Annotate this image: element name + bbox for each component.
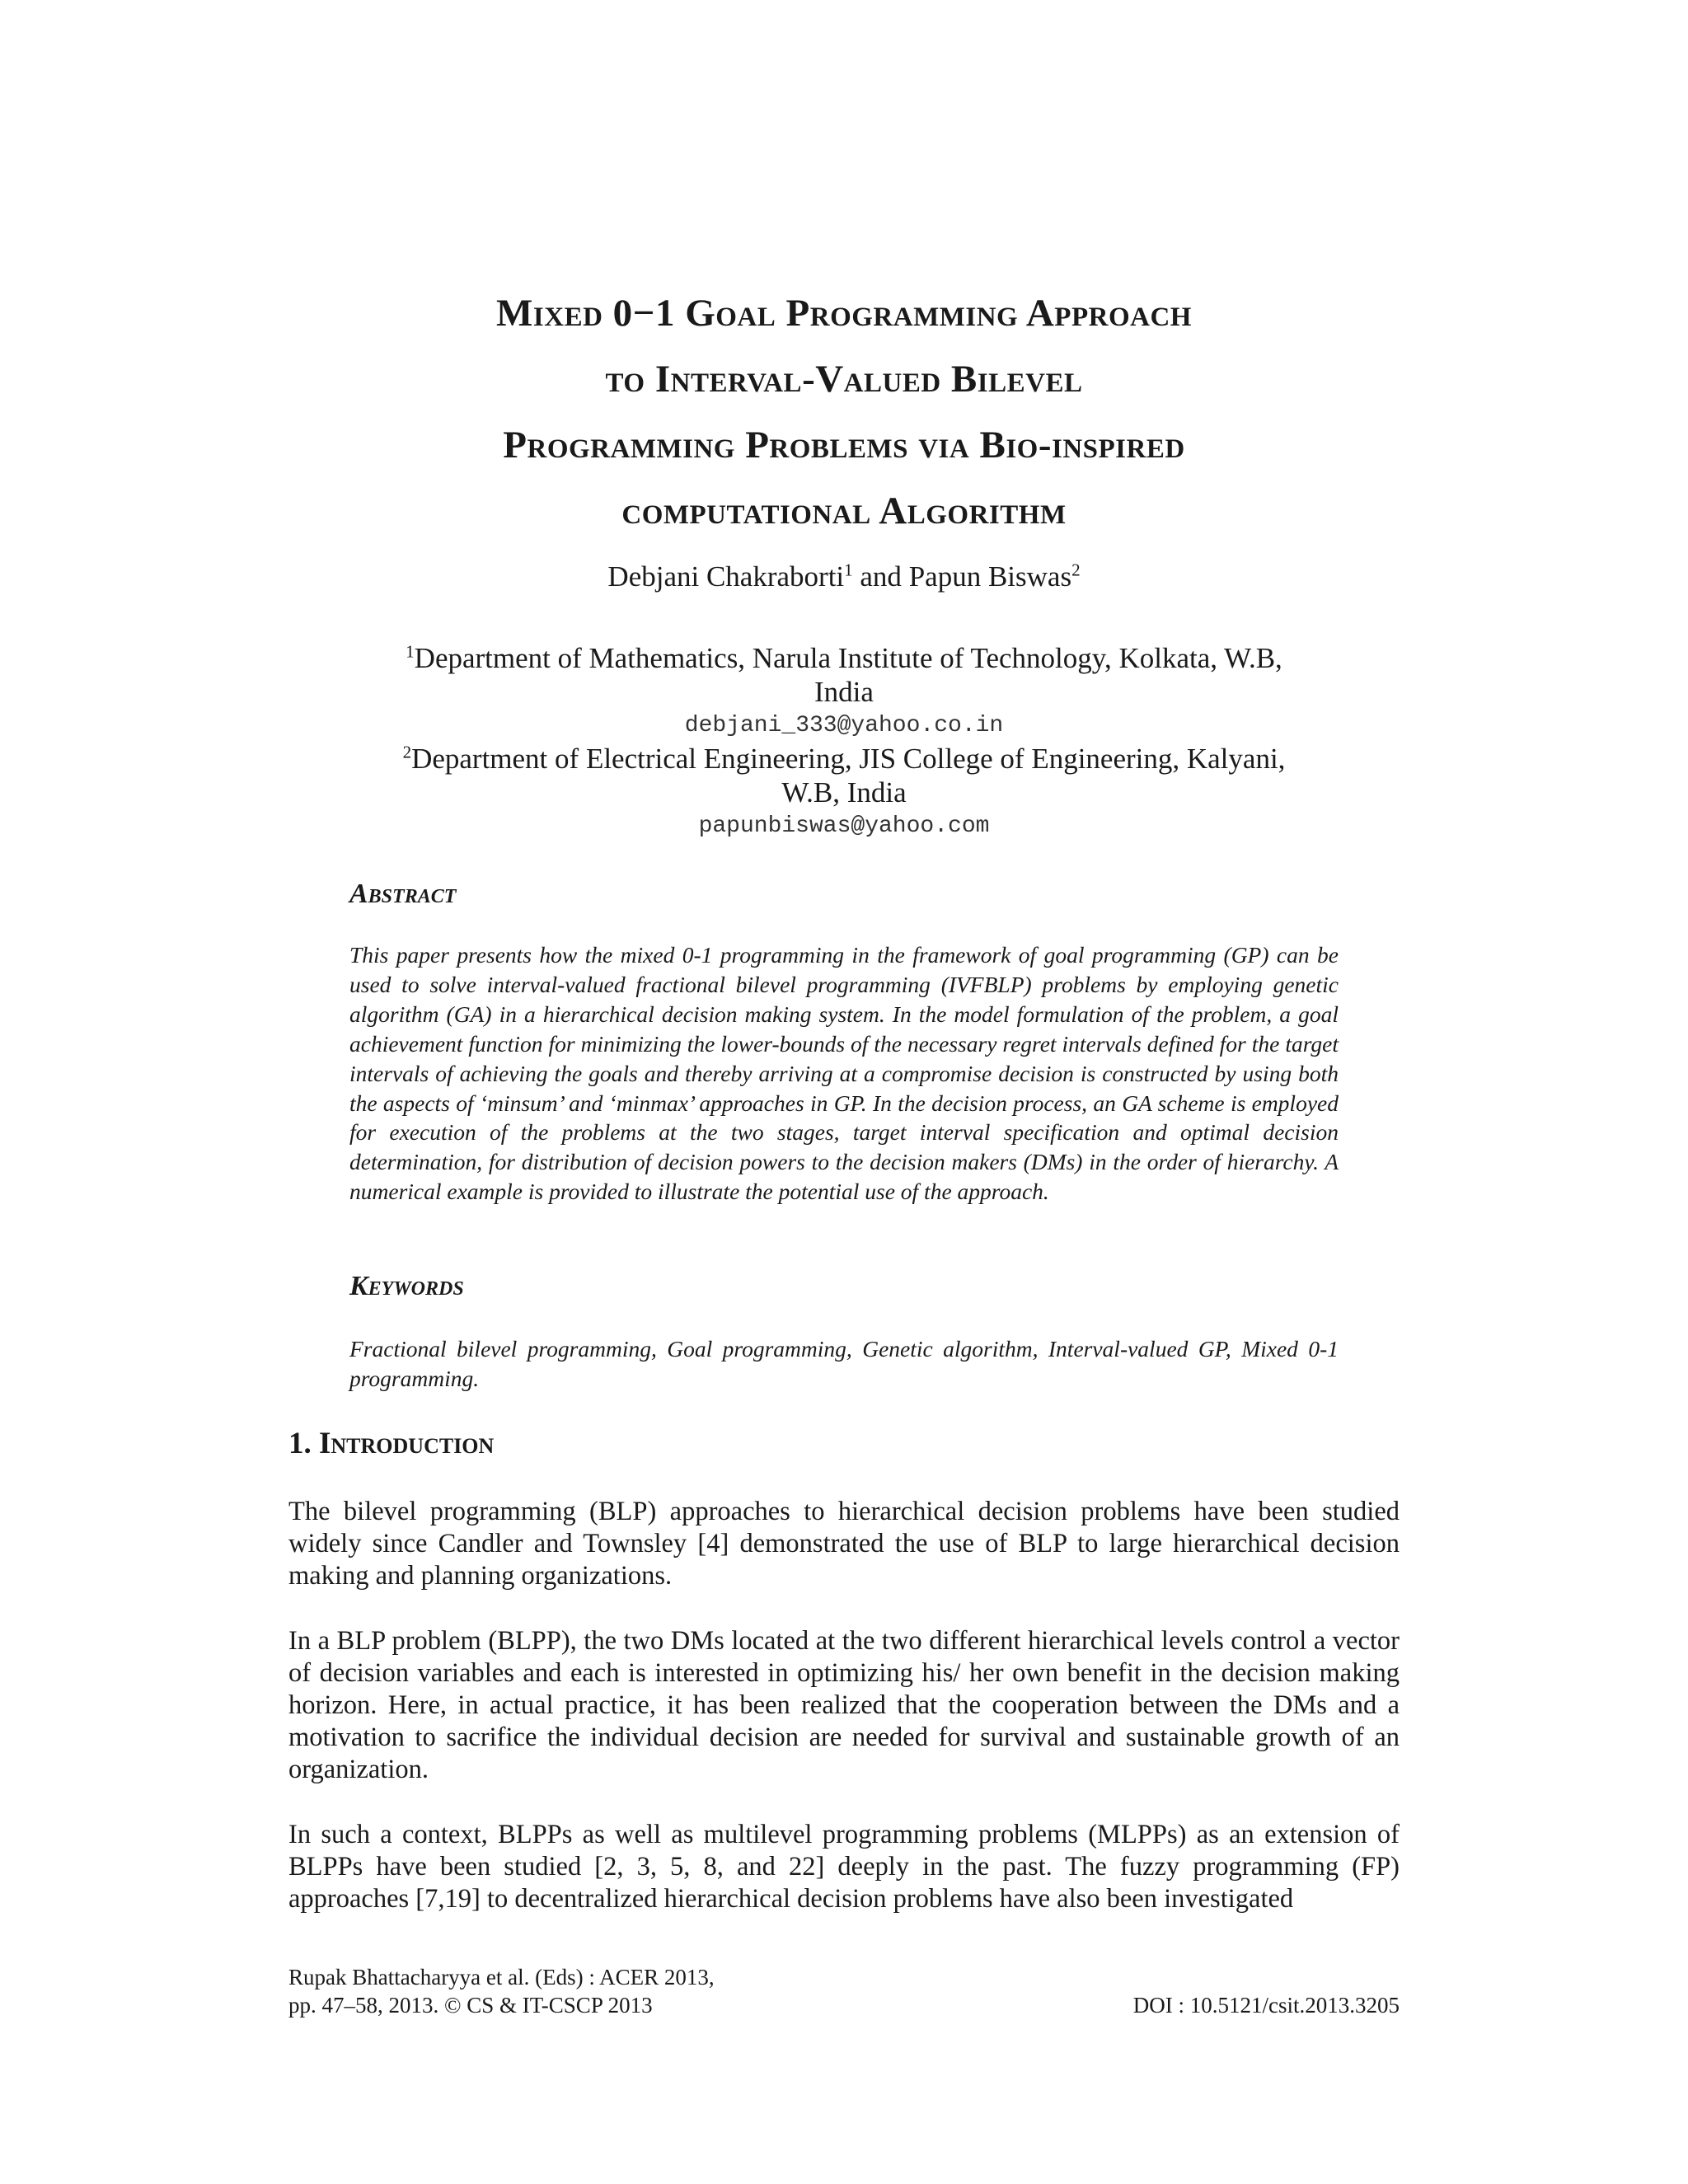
author-affiliation-mark: 1 [844, 560, 853, 580]
keywords-text: Fractional bilevel programming, Goal programming, Genetic algorithm, Interval-valued GP, Mixed 0-1 programming. [349, 1336, 1339, 1391]
introduction-paragraph: In a BLP problem (BLPP), the two DMs located at the two different hierarchical levels control a vector of decision variables and each is interested in optimizing his/ her own benefit in the decision making horizon. Here, in actual practice, it has been realized that the cooperation between the DMs and a motivation to sacrifice the individual decision are needed for survival and sustainable growth of an organization. [288, 1626, 1400, 1784]
affiliation-line: Department of Mathematics, Narula Institute of Technology, Kolkata, W.B, [414, 642, 1282, 674]
abstract-heading: Abstract [349, 879, 457, 909]
affiliation-2 [247, 742, 1441, 809]
paper-title [247, 280, 1441, 544]
introduction-heading: 1. Introduction [288, 1427, 495, 1460]
author-list [247, 560, 1441, 593]
abstract-text: This paper presents how the mixed 0-1 programming in the framework of goal programming (GP) can be used to solve interval-valued fractional bilevel programming (IVFBLP) problems by employing genetic algorithm (GA) in a hierarchical decision making system. In the model formulation of the problem, a goal achievement function for minimizing the lower-bounds of the necessary regret intervals defined for the target intervals of achieving the goals and thereby arriving at a compromise decision is constructed by using both the aspects of ‘minsum’ and ‘minmax’ approaches in GP. In the decision process, an GA scheme is employed for execution of the problems at the two stages, target interval specification and optimal decision determination, for distribution of decision powers to the decision makers (DMs) in the order of hierarchy. A numerical example is provided to illustrate the potential use of the approach. [349, 942, 1339, 1205]
affiliation-1 [247, 641, 1441, 709]
author-name: Papun Biswas [908, 560, 1072, 593]
author-affiliation-mark: 2 [1071, 560, 1081, 580]
affiliation-2-email[interactable]: papunbiswas@yahoo.com [698, 813, 990, 839]
author-connector: and [852, 560, 909, 593]
footer-doi[interactable]: DOI : 10.5121/csit.2013.3205 [1132, 1993, 1400, 2018]
affiliation-line: India [814, 676, 874, 708]
title-line: computational Algorithm [621, 490, 1067, 532]
keywords-heading: Keywords [349, 1271, 464, 1301]
affiliation-1-email[interactable]: debjani_333@yahoo.co.in [684, 713, 1004, 738]
title-line: Programming Problems via Bio-inspired [503, 424, 1185, 466]
page-footer [288, 1963, 1400, 2019]
author-name: Debjani Chakraborti [607, 560, 845, 593]
introduction-paragraph: The bilevel programming (BLP) approaches to hierarchical decision problems have been studied widely since Candler and Townsley [4] demonstrated the use of BLP to large hierarchical decision making and planning organizations. [288, 1497, 1400, 1591]
affiliation-line: Department of Electrical Engineering, JIS College of Engineering, Kalyani, [411, 743, 1286, 775]
footer-pages-copyright: pp. 47–58, 2013. © CS & IT-CSCP 2013 [288, 1993, 653, 2018]
affiliation-line: W.B, India [781, 776, 907, 808]
introduction-paragraph: In such a context, BLPPs as well as multilevel programming problems (MLPPs) as an extension of BLPPs have been studied [2, 3, 5, 8, and 22] deeply in the past. The fuzzy programming (FP) approaches [7,19] to decentralized hierarchical decision problems have also been investigated [288, 1820, 1400, 1914]
title-line: to Interval-Valued Bilevel [605, 358, 1083, 401]
title-line: Mixed 0−1 Goal Programming Approach [496, 292, 1192, 335]
affiliation-mark: 2 [402, 742, 412, 762]
affiliation-mark: 1 [406, 641, 415, 662]
footer-editors: Rupak Bhattacharyya et al. (Eds) : ACER 2013, [288, 1965, 715, 1990]
